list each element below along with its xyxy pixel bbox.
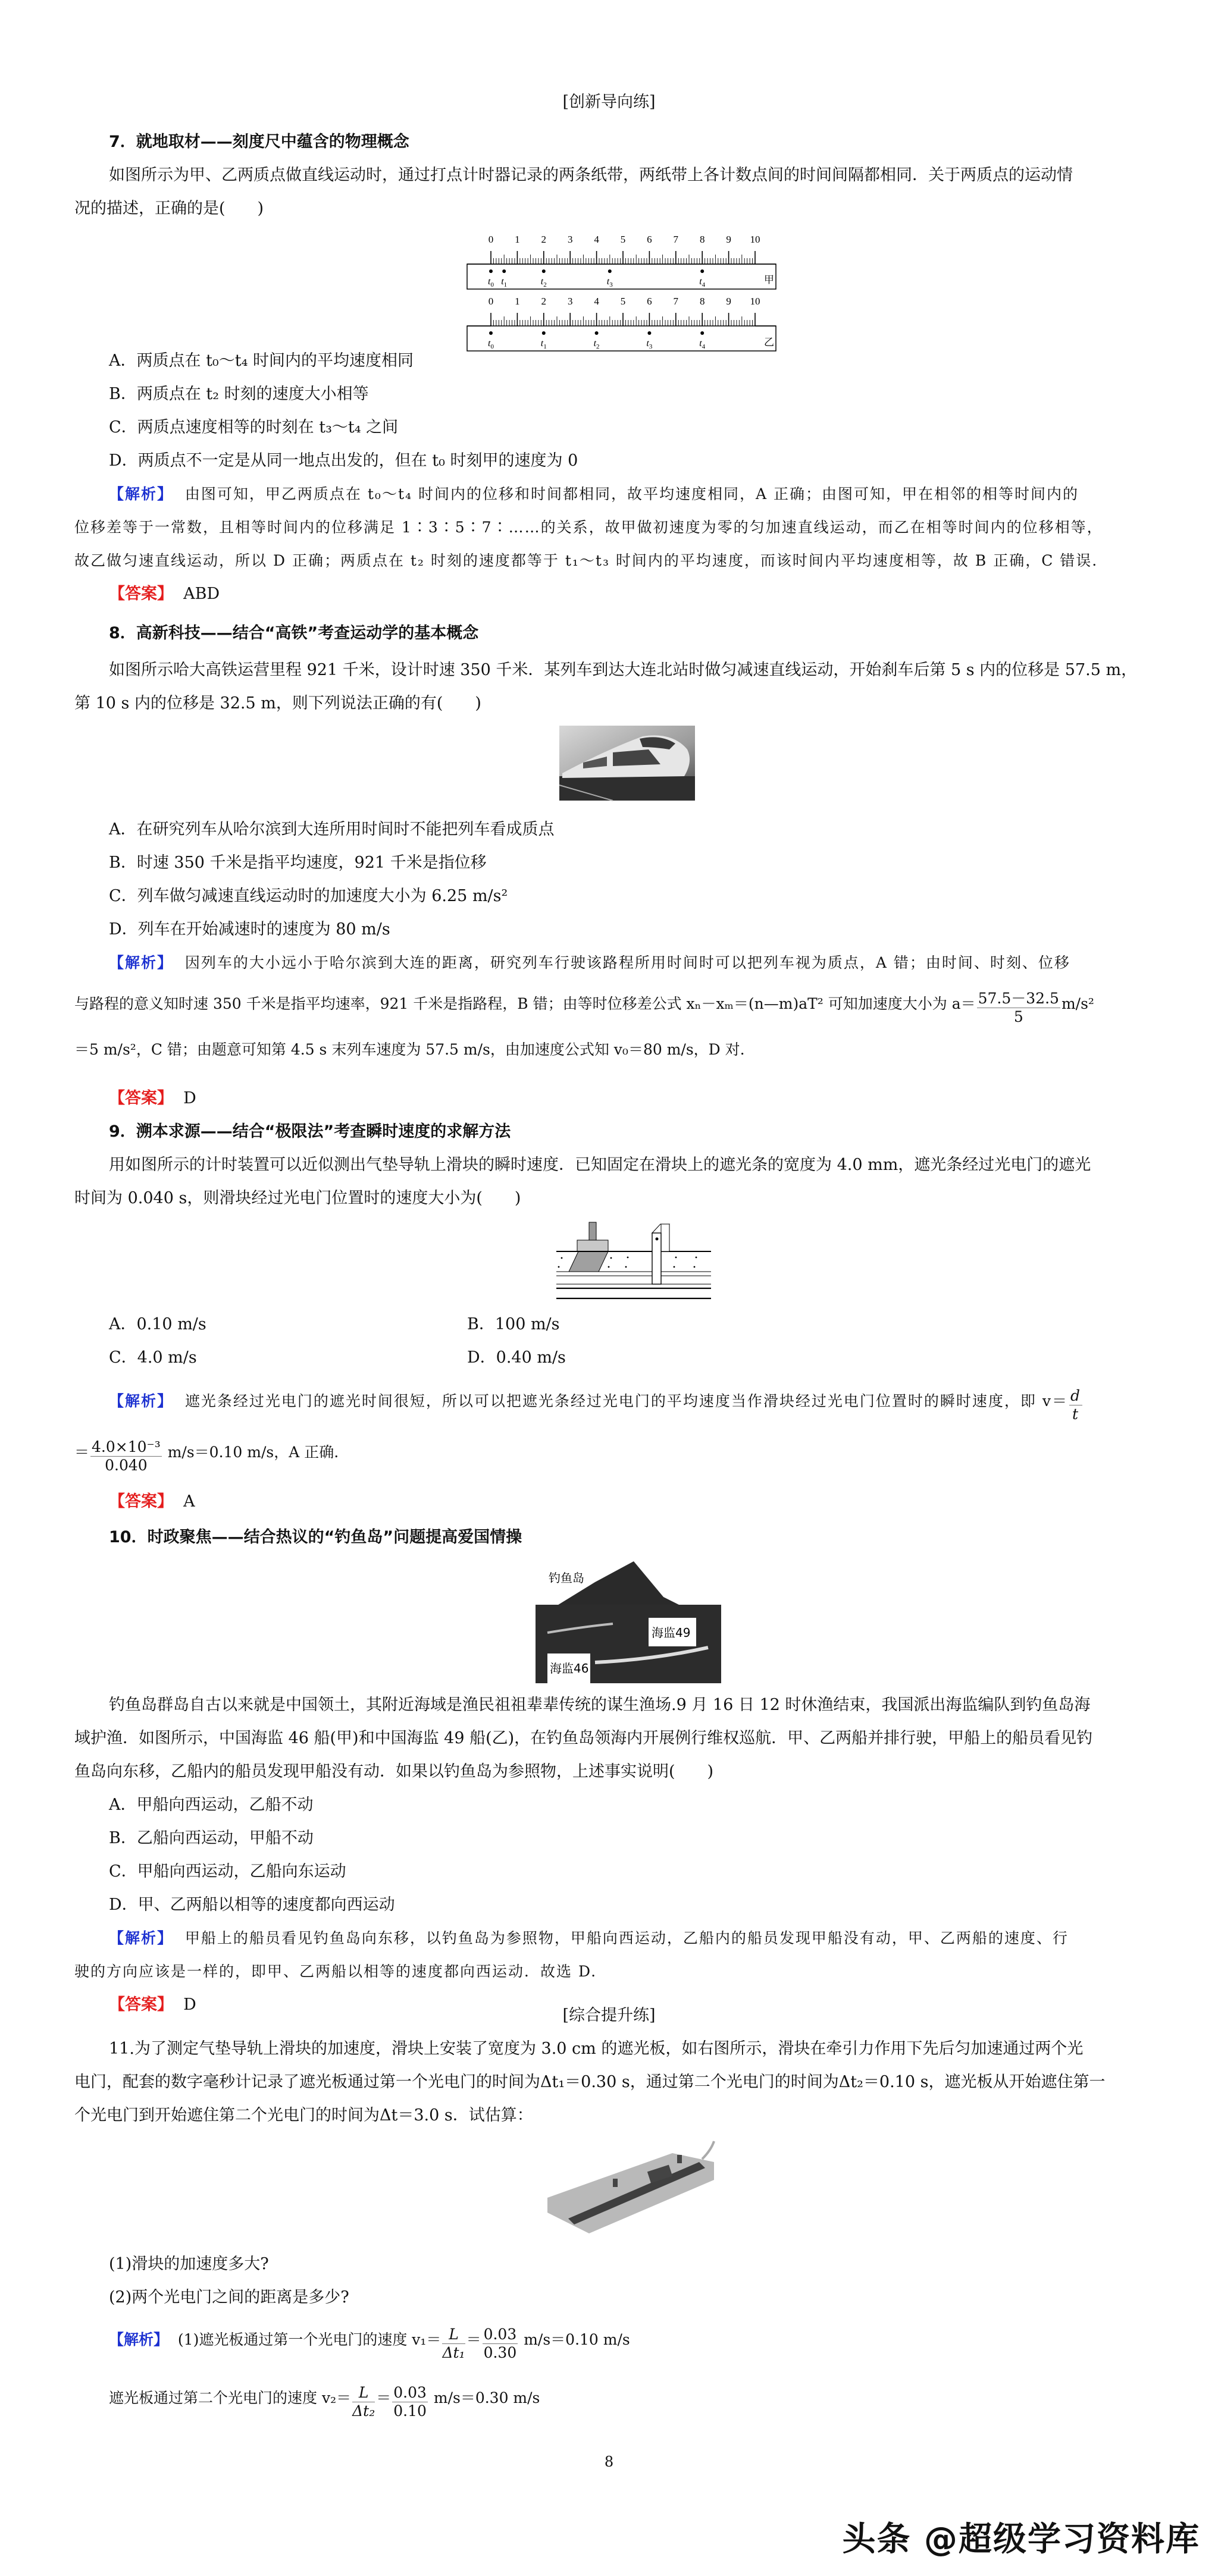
question-11-stem-line1: 11.为了测定气垫导轨上滑块的加速度，滑块上安装了宽度为 3.0 cm 的遮光板，如右图所示，滑块在牵引力作用下先后匀加速通过两个光 (109, 2040, 1084, 2058)
analysis-label: 【解析】 (109, 2331, 169, 2348)
svg-text:1: 1 (515, 296, 520, 307)
analysis-label: 【解析】 (109, 1392, 174, 1410)
air-track-diagram (553, 1219, 714, 1303)
analysis-label: 【解析】 (109, 954, 174, 971)
question-9-option-c: C．4.0 m/s (109, 1348, 197, 1367)
air-track-photo (536, 2132, 726, 2239)
svg-text:2: 2 (541, 296, 547, 307)
question-10-stem-line2: 域护渔．如图所示，中国海监 46 船(甲)和中国海监 49 船(乙)，在钓鱼岛领海内开展例行维权巡航．甲、乙两船并排行驶，甲船上的船员看见钓 (74, 1729, 1093, 1747)
question-7-stem-line1: 如图所示为甲、乙两质点做直线运动时，通过打点计时器记录的两条纸带，两纸带上各计数点间的时间间隔都相同．关于两质点的运动情 (109, 166, 1073, 184)
svg-text:3: 3 (567, 296, 573, 307)
fraction-numerator: 4.0×10⁻³ (92, 1438, 161, 1455)
fraction-denominator: t (1072, 1405, 1080, 1423)
svg-text:t1: $t_1$ (501, 277, 508, 288)
svg-text:t4: $t_4$ (699, 277, 706, 288)
svg-text:7: 7 (673, 296, 679, 307)
tape-label-jia: 甲 (764, 274, 774, 286)
analysis-label: 【解析】 (109, 1929, 174, 1947)
svg-text:8: 8 (699, 296, 705, 307)
question-9-analysis-line1 (109, 1387, 1084, 1423)
svg-text:10: 10 (750, 296, 760, 307)
svg-text:2: 2 (541, 234, 547, 245)
analysis-text: 遮光板通过第二个光电门的速度 v₂＝ (109, 2389, 352, 2406)
fraction-denominator: 0.10 (393, 2402, 427, 2420)
question-11-analysis-line1 (109, 2326, 630, 2362)
question-8-analysis-line3: ＝5 m/s²，C 错；由题意可知第 4.5 s 末列车速度为 57.5 m/s，由加速度公式知 v₀＝80 m/s，D 对. (74, 1041, 745, 1058)
question-10-option-d: D．甲、乙两船以相等的速度都向西运动 (109, 1896, 395, 1914)
svg-text:4: 4 (594, 296, 599, 307)
svg-text:t2: $t_2$ (540, 277, 547, 288)
equals-sign: ＝ (74, 1444, 90, 1461)
svg-text:6: 6 (647, 234, 652, 245)
question-7-option-a: A．两质点在 t₀～t₄ 时间内的平均速度相同 (109, 352, 414, 370)
question-11-analysis-line2 (109, 2384, 540, 2420)
question-7-stem-line2: 况的描述，正确的是( ) (74, 199, 264, 218)
question-8-stem-line2: 第 10 s 内的位移是 32.5 m，则下列说法正确的有( ) (74, 694, 481, 713)
svg-text:0: 0 (488, 234, 494, 245)
svg-text:t2: $t_2$ (593, 338, 600, 350)
question-9-option-d: D．0.40 m/s (467, 1348, 566, 1367)
question-7-option-d: D．两质点不一定是从同一地点出发的，但在 t₀ 时刻甲的速度为 0 (109, 451, 578, 470)
label-ship-49: 海监49 (652, 1626, 691, 1640)
question-10-option-c: C．甲船向西运动，乙船向东运动 (109, 1862, 346, 1881)
analysis-result: m/s＝0.30 m/s (433, 2389, 540, 2406)
analysis-text: 与路程的意义知时速 350 千米是指平均速率，921 千米是指路程，B 错；由等时位移差公式 xₙ－xₘ＝(n—m)aT² 可知加速度大小为 a＝ (74, 995, 976, 1012)
air-track-photogate-figure (553, 1219, 714, 1303)
analysis-text: 因列车的大小远小于哈尔滨到大连的距离，研究列车行驶该路程所用时间时可以把列车视为质点，A 错；由时间、时刻、位移 (184, 954, 1070, 971)
svg-text:t0: $t_0$ (488, 277, 494, 288)
fraction-denominator: 5 (1013, 1008, 1023, 1025)
svg-text:8: 8 (699, 234, 705, 245)
island-ships-image (536, 1558, 721, 1683)
section-header-innovation: [创新导向练] (562, 93, 656, 111)
tape-label-yi: 乙 (764, 337, 774, 349)
question-9-option-a: A．0.10 m/s (109, 1315, 206, 1334)
v2-fraction-numeric (392, 2384, 428, 2420)
question-10-analysis-line2: 驶的方向应该是一样的，即甲、乙两船以相等的速度都向西运动．故选 D. (74, 1963, 597, 1980)
analysis-result: m/s＝0.10 m/s (524, 2331, 630, 2348)
fraction-denominator: Δt₂ (352, 2402, 375, 2420)
question-10-option-a: A．甲船向西运动，乙船不动 (109, 1796, 314, 1814)
svg-text:10: 10 (750, 234, 760, 245)
question-8-analysis-line1 (109, 953, 1070, 973)
svg-text:5: 5 (620, 296, 626, 307)
question-10-title: 10．时政聚焦——结合热议的“钓鱼岛”问题提高爱国情操 (109, 1528, 522, 1546)
equals-sign: ＝ (466, 2331, 481, 2348)
question-11-stem-line2: 电门，配套的数字毫秒计记录了遮光板通过第一个光电门的时间为Δt₁＝0.30 s，通过第二个光电门的时间为Δt₂＝0.10 s，遮光板从开始遮住第一 (74, 2073, 1106, 2091)
fraction-numerator: 57.5－32.5 (978, 990, 1059, 1007)
analysis-label: 【解析】 (109, 485, 174, 503)
air-track-image (536, 2132, 726, 2239)
fraction-denominator: 0.040 (105, 1457, 148, 1474)
question-7-title: 7．就地取材——刻度尺中蕴含的物理概念 (109, 133, 409, 151)
question-11-sub1: (1)滑块的加速度多大? (109, 2255, 269, 2273)
question-9-title: 9．溯本求源——结合“极限法”考查瞬时速度的求解方法 (109, 1122, 511, 1141)
question-11-stem-line3: 个光电门到开始遮住第二个光电门的时间为Δt＝3.0 s．试估算： (74, 2106, 533, 2125)
svg-text:9: 9 (726, 234, 731, 245)
question-7-answer (109, 584, 220, 604)
answer-label: 【答案】 (109, 1995, 173, 2014)
equals-sign: ＝ (376, 2389, 392, 2406)
fraction-denominator: 0.30 (483, 2344, 517, 2361)
diaoyu-island-photo (536, 1558, 721, 1683)
answer-label: 【答案】 (109, 585, 173, 603)
section-header-comprehensive: [综合提升练] (562, 2006, 656, 2025)
question-7-analysis-line1 (109, 484, 1079, 504)
fraction-numerator: L (352, 2384, 375, 2402)
svg-text:0: 0 (488, 296, 494, 307)
fraction-numerator: L (442, 2326, 465, 2344)
question-9-stem-line1: 用如图所示的计时装置可以近似测出气垫导轨上滑块的瞬时速度．已知固定在滑块上的遮光条的宽度为 4.0 mm，遮光条经过光电门的遮光 (109, 1156, 1091, 1174)
svg-text:5: 5 (620, 234, 626, 245)
label-ship-46: 海监46 (550, 1661, 589, 1676)
answer-label: 【答案】 (109, 1492, 173, 1511)
page-number: 8 (604, 2453, 614, 2470)
question-9-analysis-line2 (74, 1438, 339, 1474)
question-7-option-c: C．两质点速度相等的时刻在 t₃～t₄ 之间 (109, 418, 399, 437)
high-speed-train-photo (559, 726, 695, 801)
answer-value: ABD (183, 585, 220, 603)
svg-text:1: 1 (515, 234, 520, 245)
question-9-stem-line2: 时间为 0.040 s，则滑块经过光电门位置时的速度大小为( ) (74, 1189, 521, 1207)
question-11-sub2: (2)两个光电门之间的距离是多少? (109, 2288, 349, 2307)
svg-text:t3: $t_3$ (646, 338, 653, 350)
question-10-stem-line3: 鱼岛向东移，乙船内的船员发现甲船没有动．如果以钓鱼岛为参照物，上述事实说明( ) (74, 1762, 714, 1781)
svg-text:t4: $t_4$ (699, 338, 706, 350)
question-9-answer (109, 1492, 195, 1512)
ticker-tape-diagram (464, 225, 791, 350)
svg-text:t3: $t_3$ (606, 277, 613, 288)
fraction-denominator: Δt₁ (442, 2344, 465, 2361)
question-8-option-a: A．在研究列车从哈尔滨到大连所用时间时不能把列车看成质点 (109, 820, 555, 839)
acceleration-fraction (977, 990, 1060, 1026)
answer-value: A (183, 1492, 195, 1511)
question-8-stem-line1: 如图所示哈大高铁运营里程 921 千米，设计时速 350 千米．某列车到达大连北站时做匀减速直线运动，开始刹车后第 5 s 内的位移是 57.5 m， (109, 661, 1138, 679)
question-8-title: 8．高新科技——结合“高铁”考查运动学的基本概念 (109, 624, 479, 642)
v1-fraction-numeric (483, 2326, 518, 2362)
analysis-text: 由图可知，甲乙两质点在 t₀～t₄ 时间内的位移和时间都相同，故平均速度相同，A 正确；由图可知，甲在相邻的相等时间内的 (184, 485, 1079, 503)
svg-text:9: 9 (726, 296, 731, 307)
question-7-analysis-line2: 位移差等于一常数，且相等时间内的位移满足 1∶3∶5∶7∶……的关系，故甲做初速度为零的匀加速直线运动，而乙在相等时间内的位移相等， (74, 519, 1103, 536)
answer-label: 【答案】 (109, 1089, 173, 1107)
svg-text:6: 6 (647, 296, 652, 307)
question-7-analysis-line3: 故乙做匀速直线运动，所以 D 正确；两质点在 t₂ 时刻的速度都等于 t₁～t₃ 时间内的平均速度，而该时间内平均速度相等，故 B 正确，C 错误. (74, 552, 1098, 569)
svg-text:4: 4 (594, 234, 599, 245)
svg-text:t1: $t_1$ (540, 338, 547, 350)
question-7-option-b: B．两质点在 t₂ 时刻的速度大小相等 (109, 385, 369, 403)
question-10-stem-line1: 钓鱼岛群岛自古以来就是中国领土，其附近海域是渔民祖祖辈辈传统的谋生渔场.9 月 16 日 12 时休渔结束，我国派出海监编队到钓鱼岛海 (109, 1696, 1091, 1714)
analysis-text: (1)遮光板通过第一个光电门的速度 v₁＝ (177, 2331, 442, 2348)
svg-text:t0: $t_0$ (488, 338, 494, 350)
svg-text:7: 7 (673, 234, 679, 245)
analysis-text: 遮光条经过光电门的遮光时间很短，所以可以把遮光条经过光电门的平均速度当作滑块经过光电门位置时的瞬时速度，即 v＝ (184, 1392, 1068, 1410)
v2-fraction-symbolic (352, 2384, 375, 2420)
answer-value: D (183, 1995, 196, 2014)
question-9-option-b: B．100 m/s (467, 1315, 560, 1334)
analysis-text: m/s＝0.10 m/s，A 正确. (167, 1444, 339, 1461)
question-8-analysis-line2 (74, 990, 1094, 1026)
question-8-option-c: C．列车做匀减速直线运动时的加速度大小为 6.25 m/s² (109, 887, 508, 905)
ticker-tape-figure (464, 225, 791, 350)
question-10-analysis-line1 (109, 1928, 1069, 1949)
answer-value: D (183, 1089, 196, 1107)
fraction-numerator: d (1070, 1387, 1082, 1404)
question-8-option-b: B．时速 350 千米是指平均速度，921 千米是指位移 (109, 854, 487, 872)
label-diaoyu-island: 钓鱼岛 (549, 1571, 584, 1585)
watermark: 头条 @超级学习资料库 (842, 2520, 1200, 2559)
fraction-numerator: 0.03 (483, 2326, 517, 2343)
velocity-value-fraction (90, 1438, 162, 1474)
question-10-option-b: B．乙船向西运动，甲船不动 (109, 1829, 314, 1847)
question-8-answer (109, 1088, 196, 1109)
fraction-numerator: 0.03 (393, 2384, 427, 2401)
velocity-definition-fraction (1069, 1387, 1082, 1423)
v1-fraction-symbolic (442, 2326, 465, 2362)
train-image (559, 726, 695, 801)
svg-text:3: 3 (567, 234, 573, 245)
analysis-text: 甲船上的船员看见钓鱼岛向东移，以钓鱼岛为参照物，甲船向西运动，乙船内的船员发现甲船没有动，甲、乙两船的速度、行 (184, 1929, 1069, 1947)
question-8-option-d: D．列车在开始减速时的速度为 80 m/s (109, 920, 390, 939)
unit-text: m/s² (1061, 995, 1094, 1012)
